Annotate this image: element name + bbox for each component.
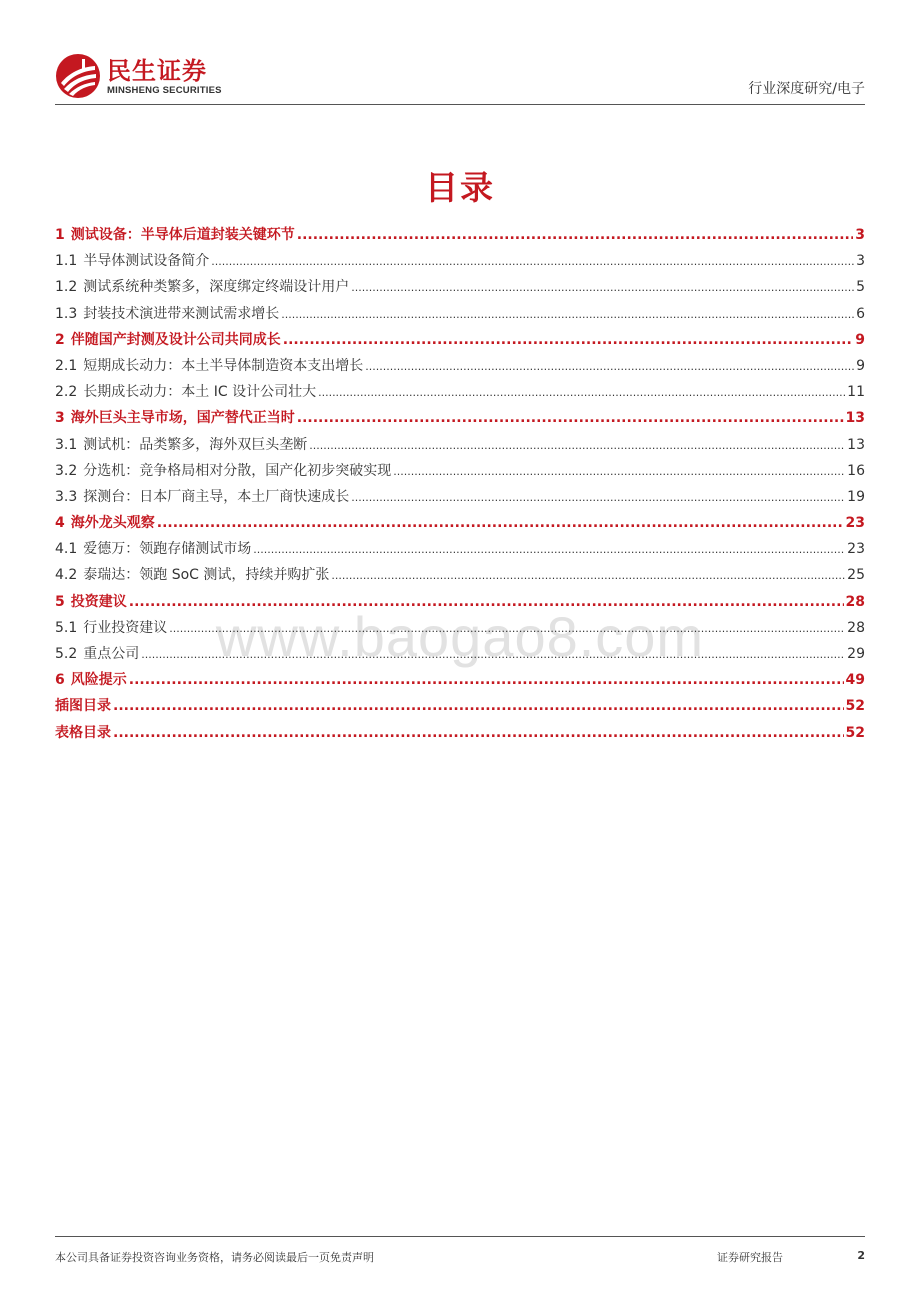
toc-entry[interactable] [55,615,865,641]
toc-entry-title: 测试设备：半导体后道封装关键环节 [70,227,295,243]
toc-entry-number: 1.2 [55,279,78,296]
brand-name-en: MINSHENG SECURITIES [107,84,222,96]
toc-entry-number: 2 [55,331,65,348]
toc-entry-number: 4.2 [55,567,78,584]
toc-entry-number: 4 [55,515,65,532]
toc-entry-page: 25 [847,567,865,584]
toc-entry[interactable] [55,379,865,405]
toc-entry-page: 29 [847,646,865,662]
toc-entry-number: 5.2 [55,646,78,662]
toc-entry[interactable] [55,405,865,431]
toc-entry-number: 1.1 [55,253,78,270]
toc-dot-leader [283,327,854,353]
toc-entry[interactable] [55,301,865,327]
footer-divider [55,1236,865,1237]
toc-entry-number: 3.3 [55,488,78,505]
minsheng-logo-icon [55,53,101,99]
toc-entry-title: 短期成长动力：本土半导体制造资本支出增长 [83,357,364,374]
toc-entry[interactable] [55,458,865,484]
toc-entry-title: 爱德万：领跑存储测试市场 [83,541,252,558]
toc-entry-page: 9 [856,357,865,374]
toc-entry-page: 28 [845,593,865,610]
logo-text [107,57,222,96]
toc-entry-number: 5 [55,593,65,610]
toc-dot-leader [297,405,844,431]
toc-entry-number: 5.1 [55,619,78,636]
toc-entry-page: 23 [847,541,865,558]
footer-report-type: 证券研究报告 [717,1251,783,1264]
toc-entry-page: 19 [847,488,865,505]
page-header [55,50,865,106]
toc-entry-title: 投资建议 [70,593,127,610]
toc-entry[interactable] [55,693,865,719]
toc-entry[interactable] [55,432,865,458]
toc-dot-leader [365,354,854,380]
toc-entry-page: 3 [856,253,865,270]
toc-entry-page: 6 [856,305,865,322]
toc-entry[interactable] [55,641,865,667]
toc-dot-leader [211,249,854,275]
toc-entry-title: 探测台：日本厂商主导，本土厂商快速成长 [83,488,350,505]
toc-dot-leader [393,459,845,485]
toc-entry-number: 1.3 [55,305,78,322]
toc-entry-title: 测试系统种类繁多，深度绑定终端设计用户 [83,279,350,296]
toc-dot-leader [141,642,845,668]
toc-entry-number: 6 [55,672,65,689]
toc-entry[interactable] [55,536,865,562]
toc-entry-number: 2.1 [55,357,78,374]
toc-entry[interactable] [55,353,865,379]
toc-dot-leader [169,616,845,642]
toc-dot-leader [331,563,845,589]
toc-entry-page: 16 [847,462,865,479]
toc-entry-number: 3 [55,410,65,427]
toc-dot-leader [351,485,845,511]
toc-dot-leader [113,720,844,746]
toc-entry[interactable] [55,222,865,248]
toc-entry-page: 49 [845,672,865,689]
toc-entry[interactable] [55,720,865,746]
toc-entry-title: 泰瑞达：领跑 SoC 测试，持续并购扩张 [83,567,330,584]
toc-dot-leader [281,302,854,328]
footer-disclaimer: 本公司具备证券投资咨询业务资格，请务必阅读最后一页免责声明 [55,1251,374,1264]
toc-dot-leader [253,537,845,563]
toc-entry[interactable] [55,562,865,588]
toc-dot-leader [129,589,844,615]
toc-dot-leader [297,222,854,248]
toc-entry-page: 5 [856,279,865,296]
toc-entry[interactable] [55,589,865,615]
toc-title: 目录 [425,168,495,207]
toc-entry-number: 3.2 [55,462,78,479]
toc-entry-page: 3 [855,227,865,243]
toc-entry-number: 3.1 [55,436,78,453]
toc-dot-leader [351,275,854,301]
toc-entry[interactable] [55,484,865,510]
brand-name-cn: 民生证券 [107,56,207,85]
toc-entry-page: 52 [845,698,865,715]
toc-entry-title: 分选机：竞争格局相对分散，国产化初步突破实现 [83,462,392,479]
toc-entry[interactable] [55,248,865,274]
toc-entry-page: 13 [845,410,865,427]
toc-entry-title: 插图目录 [55,698,111,715]
toc-dot-leader [157,510,844,536]
toc-entry-title: 海外龙头观察 [70,515,155,532]
toc-entry[interactable] [55,510,865,536]
toc-entry-page: 13 [847,436,865,453]
toc-entry-title: 测试机：品类繁多，海外双巨头垄断 [83,436,308,453]
footer-page-number: 2 [857,1249,865,1262]
toc-entry-page: 23 [845,515,865,532]
toc-dot-leader [309,433,845,459]
toc-entry[interactable] [55,274,865,300]
toc-entry-title: 风险提示 [70,672,127,689]
toc-entry-title: 行业投资建议 [83,619,168,636]
toc-entry-number: 4.1 [55,541,78,558]
toc-entry-page: 28 [847,619,865,636]
table-of-contents [55,222,865,746]
toc-entry-title: 重点公司 [83,646,140,662]
toc-dot-leader [129,667,844,693]
toc-entry-number: 2.2 [55,384,78,401]
toc-entry-page: 9 [855,331,865,348]
toc-entry-title: 伴随国产封测及设计公司共同成长 [70,331,281,348]
toc-dot-leader [113,693,844,719]
watermark: www.baogao8.com [215,605,705,668]
toc-entry-title: 封装技术演进带来测试需求增长 [83,305,280,322]
toc-entry-number: 1 [55,227,65,243]
toc-entry-page: 11 [847,384,865,401]
toc-entry[interactable] [55,327,865,353]
toc-entry-title: 长期成长动力：本土 IC 设计公司壮大 [83,384,317,401]
toc-entry-title: 表格目录 [55,724,111,741]
toc-entry-page: 52 [845,724,865,741]
header-divider [55,104,865,105]
toc-dot-leader [318,380,845,406]
report-category: 行业深度研究/电子 [748,81,865,97]
toc-entry[interactable] [55,667,865,693]
toc-entry-title: 半导体测试设备简介 [83,253,210,270]
toc-entry-title: 海外巨头主导市场，国产替代正当时 [70,410,295,427]
company-logo [55,52,222,100]
